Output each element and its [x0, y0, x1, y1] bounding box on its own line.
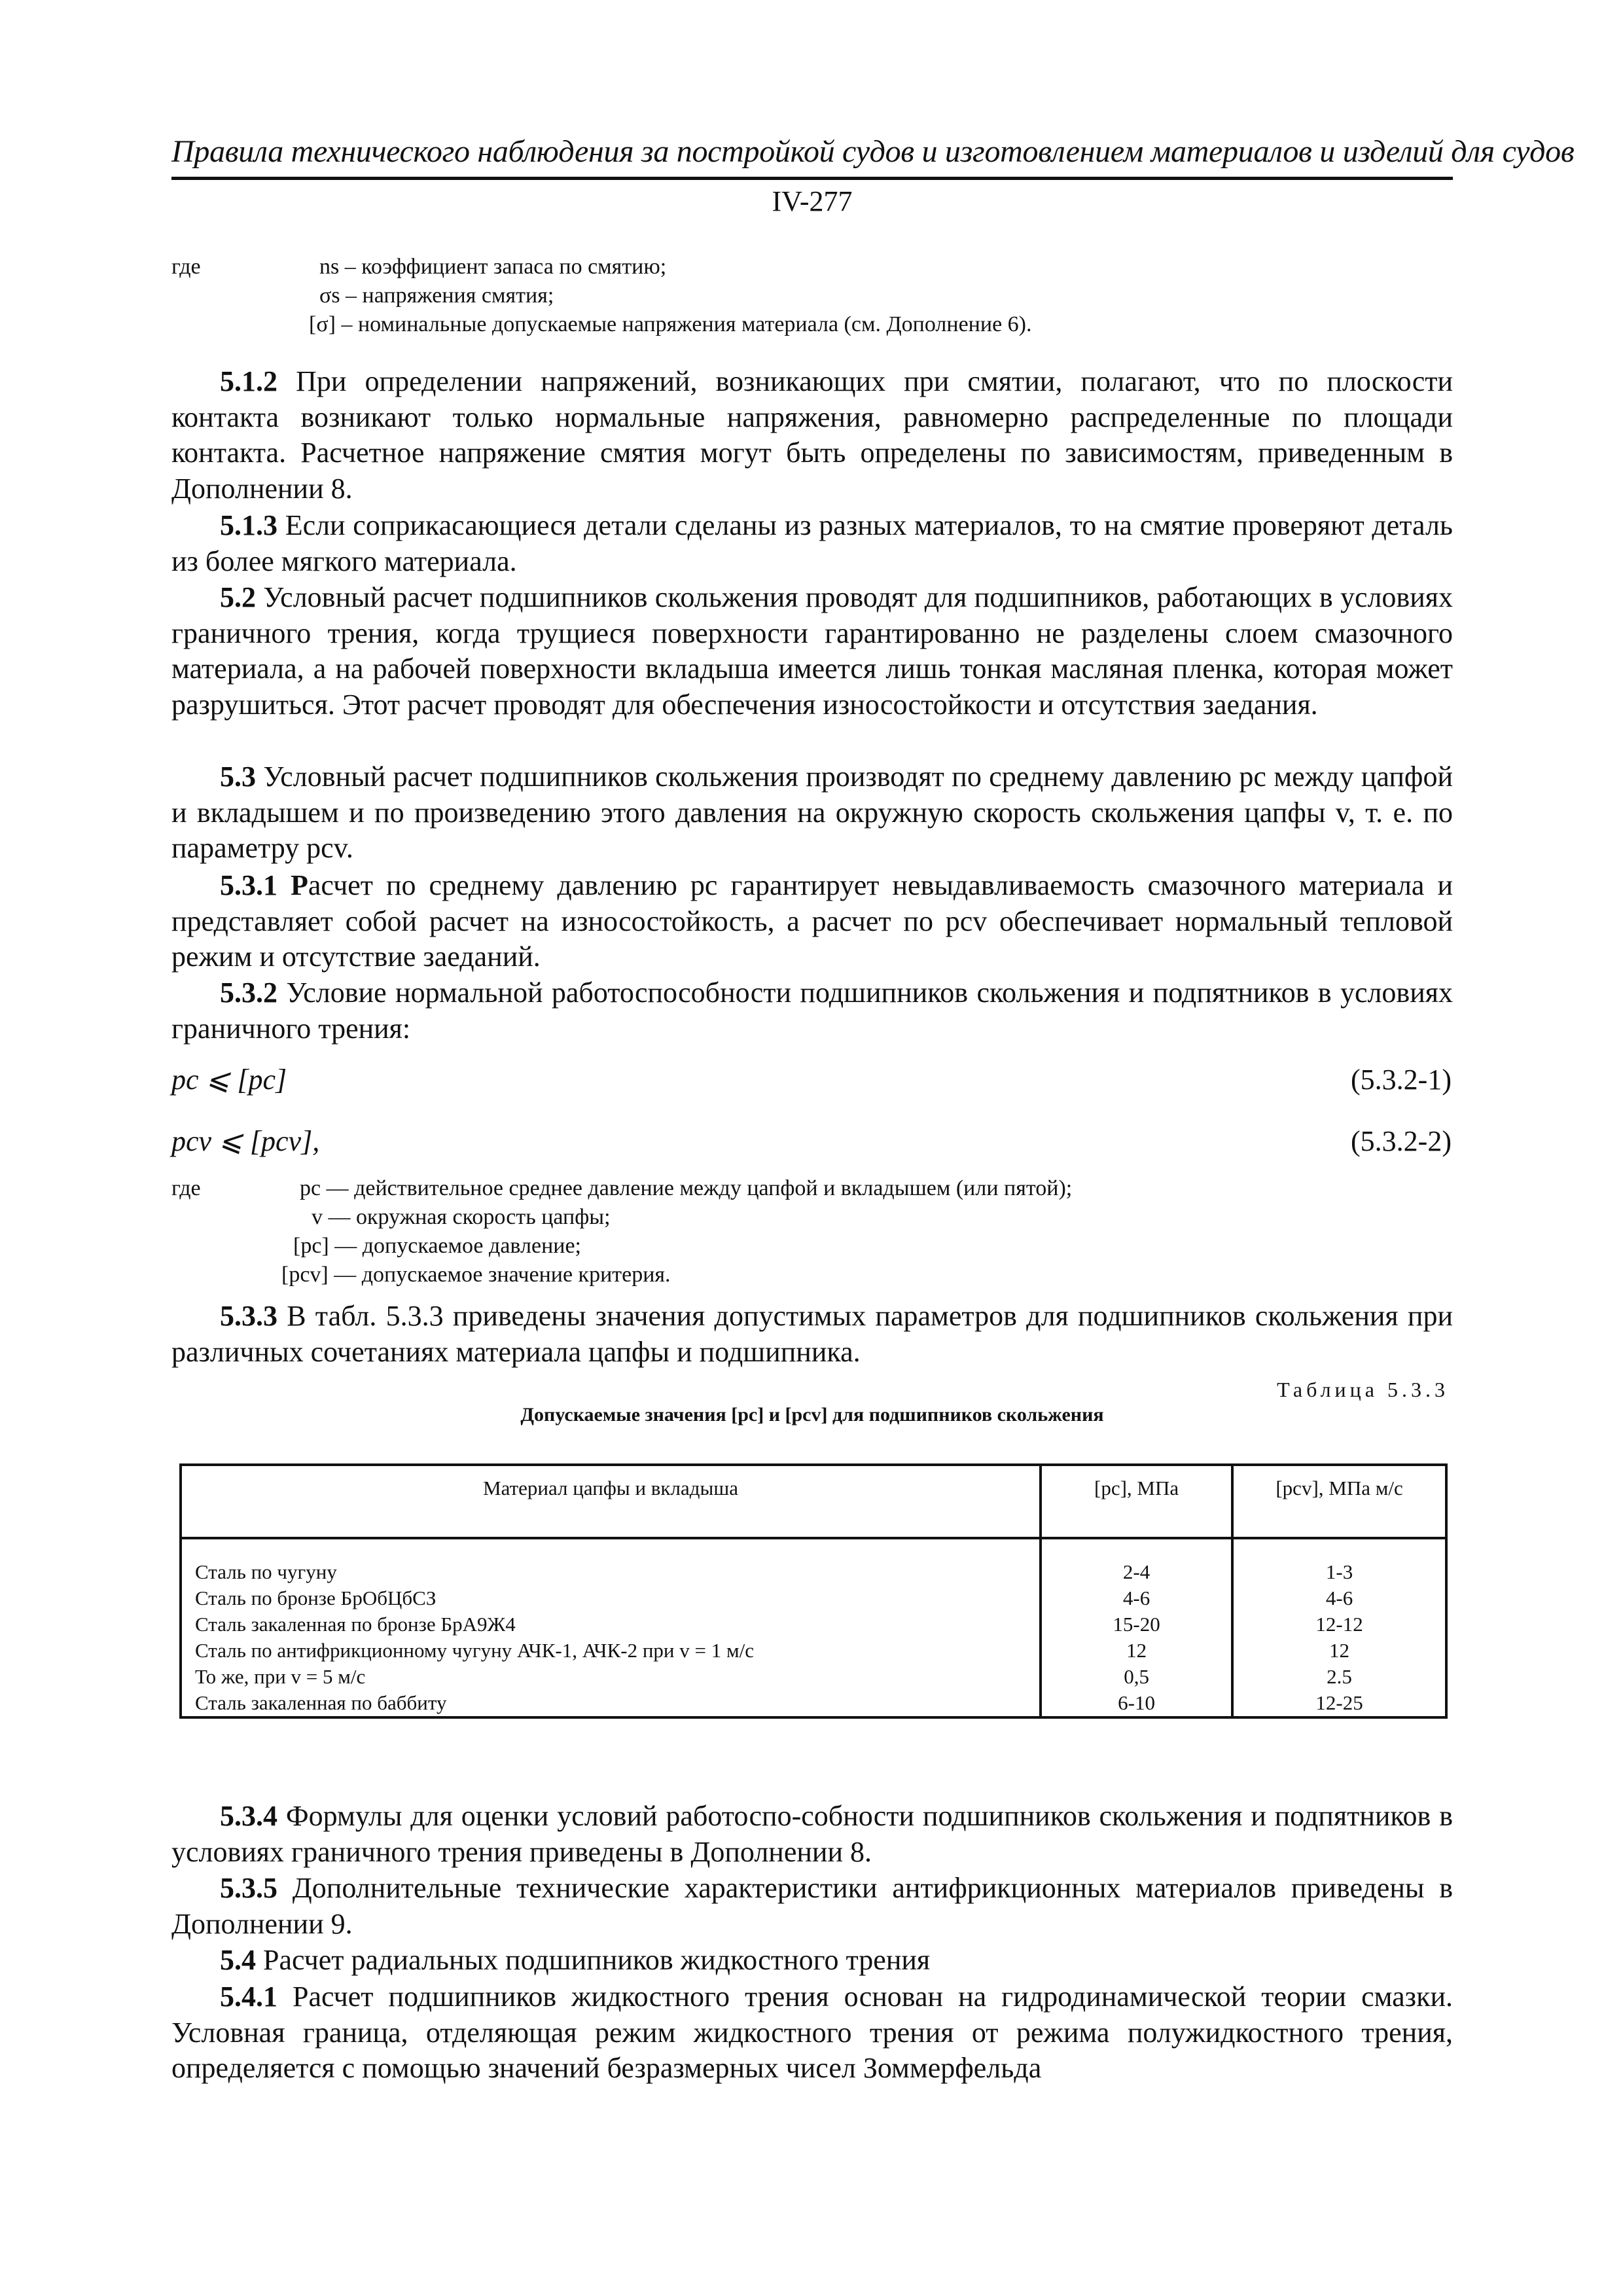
paragraph-text: Условие нормальной работоспособности подшипников скольжения и подпятников в условиях граничного трения: [171, 977, 1453, 1045]
section-number: 5.4.1 [220, 1981, 277, 2013]
formula-number-2: (5.3.2-2) [1351, 1125, 1452, 1157]
definition-item: pc — действительное среднее давление между цапфой и вкладышем (или пятой); [300, 1176, 1073, 1200]
paragraph-5-3-3 [171, 1299, 1453, 1370]
formula-number-1: (5.3.2-1) [1351, 1064, 1452, 1096]
column-header-pc: [pc], МПа [1041, 1465, 1232, 1538]
table-cell-material: Сталь по чугуну [195, 1560, 337, 1583]
paragraph-text: Дополнительные технические характеристики антифрикционных материалов приведены в Дополнении 9. [171, 1872, 1453, 1940]
definitions-list-1 [309, 253, 1032, 339]
column-header-pcv: [pcv], МПа м/с [1232, 1465, 1446, 1538]
paragraph-text: Условный расчет подшипников скольжения производят по среднему давлению рс между цапфой и вкладышем и по произведению этого давления на окружную скорость скольжения цапфы v, т. е. по параметру pcv. [171, 761, 1453, 864]
table-header-row [181, 1465, 1446, 1538]
formula-5-3-2-1: pc ⩽ [pc] [171, 1064, 287, 1096]
table-title: Допускаемые значения [pc] и [pcv] для подшипников скольжения [520, 1404, 1104, 1426]
table-cell-pc: 15-20 [1113, 1613, 1160, 1636]
paragraph-5-2 [171, 580, 1453, 723]
section-number: 5.3.5 [220, 1872, 277, 1904]
paragraph-5-3-5 [171, 1871, 1453, 1942]
table-cell-material: Сталь закаленная по баббиту [195, 1691, 447, 1714]
section-number: 5.3.3 [220, 1300, 277, 1332]
definition-item: σs – напряжения смятия; [319, 283, 554, 308]
header-rule [171, 177, 1453, 180]
pc-column [1041, 1538, 1232, 1717]
where-label-1: где [171, 255, 201, 279]
where-label-2: где [171, 1176, 201, 1200]
table-cell-material: Сталь закаленная по бронзе БрА9Ж4 [195, 1613, 516, 1636]
table-cell-pcv: 1-3 [1325, 1560, 1353, 1583]
paragraph-5-3-1 [171, 868, 1453, 975]
table-cell-pc: 12 [1126, 1639, 1147, 1662]
section-number: 5.3.1 Р [220, 869, 308, 901]
definition-item: [σ] – номинальные допускаемые напряжения материала (см. Дополнение 6). [309, 312, 1032, 336]
page-number: IV-277 [772, 185, 853, 217]
pcv-column [1232, 1538, 1446, 1717]
definition-item: ns – коэффициент запаса по смятию; [319, 255, 667, 279]
parameters-table [179, 1463, 1448, 1719]
section-number: 5.3 [220, 761, 256, 793]
table-cell-material: То же, при v = 5 м/с [195, 1665, 366, 1688]
table-cell-pc: 6-10 [1118, 1691, 1155, 1714]
column-header-material: Материал цапфы и вкладыша [181, 1465, 1041, 1538]
material-column [181, 1538, 1041, 1717]
definition-item: v — окружная скорость цапфы; [312, 1205, 611, 1229]
paragraph-5-1-2 [171, 364, 1453, 507]
table-body-row [181, 1538, 1446, 1717]
paragraph-text: Условный расчет подшипников скольжения проводят для подшипников, работающих в условиях граничного трения, когда трущиеся поверхности гарантированно не разделены слоем смазочного материала, а на рабочей поверхности вкладыша имеется лишь тонкая масляная пленка, которая может разрушиться. Этот расчет проводят для обеспечения износостойкости и отсутствия заедания. [171, 581, 1453, 721]
paragraph-5-1-3 [171, 508, 1453, 579]
table-cell-pcv: 12-25 [1315, 1691, 1363, 1714]
definitions-list-2 [281, 1174, 1072, 1289]
section-number: 5.1.3 [220, 509, 277, 541]
running-header: Правила технического наблюдения за постройкой судов и изготовлением материалов и изделий для судов [171, 134, 1575, 169]
paragraph-5-3-4 [171, 1799, 1453, 1870]
paragraph-text: В табл. 5.3.3 приведены значения допустимых параметров для подшипников скольжения при различных сочетаниях материала цапфы и подшипника. [171, 1300, 1453, 1368]
paragraph-5-3-2 [171, 975, 1453, 1047]
table-cell-pcv: 4-6 [1325, 1587, 1353, 1609]
definition-item: [pcv] — допускаемое значение критерия. [281, 1263, 671, 1287]
table-cell-pcv: 12-12 [1315, 1613, 1363, 1636]
table-cell-pcv: 2.5 [1327, 1665, 1352, 1688]
paragraph-text: Расчет радиальных подшипников жидкостного трения [256, 1944, 931, 1976]
section-number: 5.4 [220, 1944, 256, 1976]
definition-item: [pc] — допускаемое давление; [293, 1234, 582, 1258]
table-cell-material: Сталь по бронзе БрОбЦбСЗ [195, 1587, 437, 1609]
table-cell-pc: 0,5 [1124, 1665, 1149, 1688]
paragraph-text: При определении напряжений, возникающих при смятии, полагают, что по плоскости контакта возникают только нормальные напряжения, равномерно распределенные по площади контакта. Расчетное напряжение смятия могут быть определены по зависимостям, приведенным в Дополнении 8. [171, 365, 1453, 505]
paragraph-5-3 [171, 759, 1453, 867]
section-number: 5.3.2 [220, 977, 277, 1009]
table-cell-pc: 2-4 [1122, 1560, 1150, 1583]
paragraph-5-4 [171, 1943, 1453, 1979]
section-number: 5.2 [220, 581, 256, 613]
paragraph-text: Расчет подшипников жидкостного трения основан на гидродинамической теории смазки. Условная граница, отделяющая режим жидкостного трения от режима полужидкостного трения, определяется с помощью значений безразмерных чисел Зоммерфельда [171, 1981, 1453, 2084]
formula-5-3-2-2: pcv ⩽ [pcv], [171, 1125, 320, 1157]
paragraph-text: Формулы для оценки условий работоспо-собности подшипников скольжения и подпятников в условиях граничного трения приведены в Дополнении 8. [171, 1800, 1453, 1868]
section-number: 5.1.2 [220, 365, 277, 397]
section-number: 5.3.4 [220, 1800, 277, 1832]
table-cell-pcv: 12 [1329, 1639, 1350, 1662]
paragraph-text: асчет по среднему давлению pc гарантирует невыдавливаемость смазочного материала и представляет собой расчет на износостойкость, а расчет по pcv обеспечивает нормальный тепловой режим и отсутствие заеданий. [171, 869, 1453, 973]
table-label: Таблица 5.3.3 [1277, 1378, 1449, 1401]
paragraph-5-4-1 [171, 1979, 1453, 2087]
paragraph-text: Если соприкасающиеся детали сделаны из разных материалов, то на смятие проверяют деталь из более мягкого материала. [171, 509, 1453, 577]
table-cell-pc: 4-6 [1122, 1587, 1150, 1609]
table-cell-material: Сталь по антифрикционному чугуну АЧК-1, АЧК-2 при v = 1 м/с [195, 1639, 754, 1662]
